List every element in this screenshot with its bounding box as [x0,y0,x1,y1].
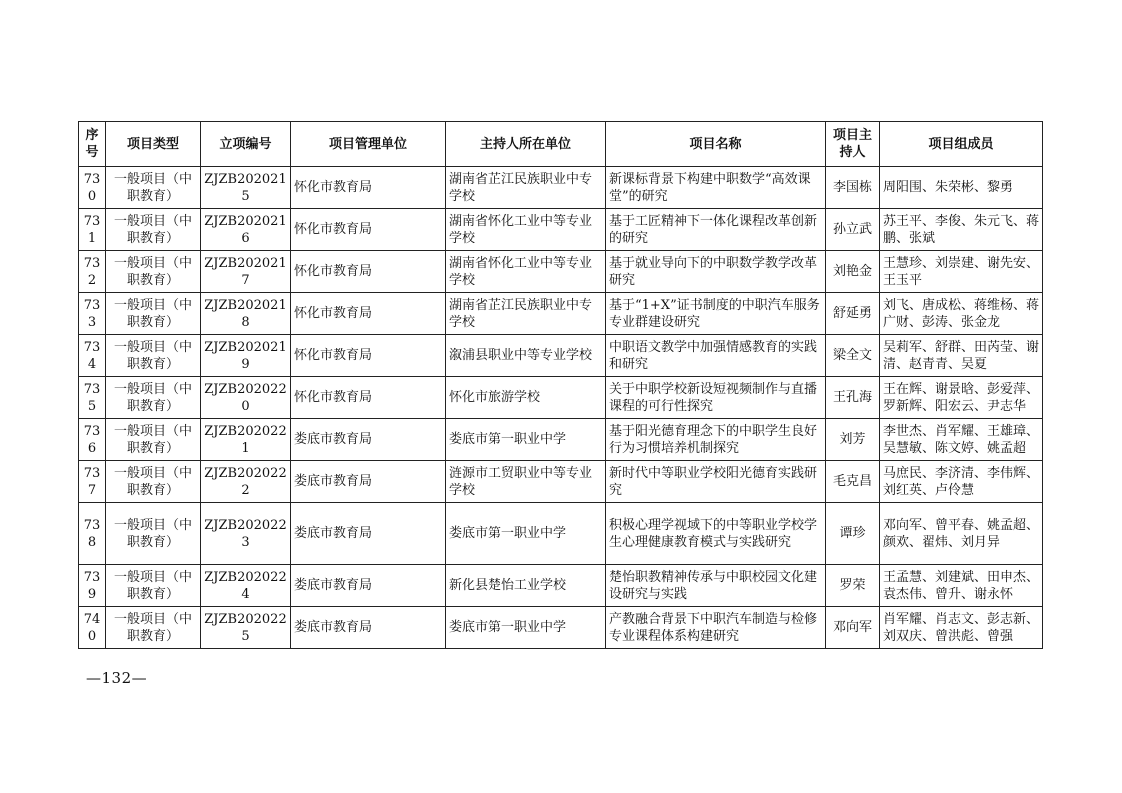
cell-host-unit: 溆浦县职业中等专业学校 [446,335,606,377]
cell-host: 刘芳 [826,419,880,461]
cell-type: 一般项目（中职教育） [106,461,201,503]
cell-members: 肖军耀、肖志文、彭志新、刘双庆、曾洪彪、曾强 [880,607,1043,649]
cell-name: 新课标背景下构建中职数学“高效课堂”的研究 [606,167,826,209]
cell-code: ZJZB2020216 [201,209,291,251]
cell-type: 一般项目（中职教育） [106,335,201,377]
cell-mgmt: 怀化市教育局 [291,209,446,251]
cell-mgmt: 娄底市教育局 [291,607,446,649]
cell-type: 一般项目（中职教育） [106,377,201,419]
cell-name: 关于中职学校新设短视频制作与直播课程的可行性探究 [606,377,826,419]
cell-host-unit: 湖南省芷江民族职业中专学校 [446,167,606,209]
cell-seq: 738 [79,503,106,565]
table-row [79,293,1043,335]
cell-code: ZJZB2020223 [201,503,291,565]
cell-host: 孙立武 [826,209,880,251]
cell-code: ZJZB2020221 [201,419,291,461]
table-row [79,607,1043,649]
cell-members: 周阳围、朱荣彬、黎勇 [880,167,1043,209]
table-row [79,503,1043,565]
cell-name: 基于“1+X”证书制度的中职汽车服务专业群建设研究 [606,293,826,335]
cell-name: 产教融合背景下中职汽车制造与检修专业课程体系构建研究 [606,607,826,649]
cell-name: 积极心理学视域下的中等职业学校学生心理健康教育模式与实践研究 [606,503,826,565]
cell-type: 一般项目（中职教育） [106,209,201,251]
cell-members: 王在辉、谢景晗、彭爱萍、罗新辉、阳宏云、尹志华 [880,377,1043,419]
cell-seq: 740 [79,607,106,649]
table-row [79,565,1043,607]
cell-type: 一般项目（中职教育） [106,251,201,293]
table-row [79,251,1043,293]
cell-host: 王孔海 [826,377,880,419]
cell-mgmt: 怀化市教育局 [291,167,446,209]
table-row [79,461,1043,503]
cell-host-unit: 娄底市第一职业中学 [446,607,606,649]
cell-mgmt: 娄底市教育局 [291,419,446,461]
table-row [79,167,1043,209]
cell-host-unit: 娄底市第一职业中学 [446,419,606,461]
cell-members: 李世杰、肖军耀、王雄璋、吴慧敏、陈文婷、姚孟超 [880,419,1043,461]
cell-members: 邓向军、曾平春、姚孟超、颜欢、翟炜、刘月异 [880,503,1043,565]
cell-seq: 737 [79,461,106,503]
cell-seq: 734 [79,335,106,377]
header-mgmt: 项目管理单位 [291,122,446,167]
cell-name: 新时代中等职业学校阳光德育实践研究 [606,461,826,503]
header-type: 项目类型 [106,122,201,167]
cell-type: 一般项目（中职教育） [106,419,201,461]
cell-mgmt: 娄底市教育局 [291,565,446,607]
cell-mgmt: 娄底市教育局 [291,503,446,565]
cell-host: 梁全文 [826,335,880,377]
cell-members: 马庶民、李济清、李伟辉、刘红英、卢伶慧 [880,461,1043,503]
cell-host: 舒延勇 [826,293,880,335]
table-row [79,377,1043,419]
cell-members: 苏王平、李俊、朱元飞、蒋鹏、张斌 [880,209,1043,251]
cell-code: ZJZB2020219 [201,335,291,377]
cell-code: ZJZB2020225 [201,607,291,649]
cell-name: 基于阳光德育理念下的中职学生良好行为习惯培养机制探究 [606,419,826,461]
cell-mgmt: 怀化市教育局 [291,377,446,419]
cell-host-unit: 娄底市第一职业中学 [446,503,606,565]
cell-mgmt: 怀化市教育局 [291,335,446,377]
cell-members: 吴莉军、舒群、田芮莹、谢清、赵青青、吴夏 [880,335,1043,377]
cell-type: 一般项目（中职教育） [106,607,201,649]
header-code: 立项编号 [201,122,291,167]
cell-mgmt: 怀化市教育局 [291,293,446,335]
cell-host-unit: 新化县楚怡工业学校 [446,565,606,607]
table-row [79,335,1043,377]
header-members: 项目组成员 [880,122,1043,167]
cell-members: 王孟慧、刘建斌、田申杰、袁杰伟、曾升、谢永怀 [880,565,1043,607]
cell-host: 毛克昌 [826,461,880,503]
cell-seq: 732 [79,251,106,293]
cell-seq: 731 [79,209,106,251]
cell-host: 刘艳金 [826,251,880,293]
table-row [79,419,1043,461]
table-row [79,209,1043,251]
table-header-row [79,122,1043,167]
header-seq: 序号 [79,122,106,167]
page-number: —132— [86,669,148,687]
cell-code: ZJZB2020222 [201,461,291,503]
cell-type: 一般项目（中职教育） [106,293,201,335]
cell-seq: 736 [79,419,106,461]
cell-type: 一般项目（中职教育） [106,565,201,607]
header-host-unit: 主持人所在单位 [446,122,606,167]
cell-name: 基于工匠精神下一体化课程改革创新的研究 [606,209,826,251]
cell-name: 楚怡职教精神传承与中职校园文化建设研究与实践 [606,565,826,607]
cell-host-unit: 湖南省芷江民族职业中专学校 [446,293,606,335]
cell-type: 一般项目（中职教育） [106,167,201,209]
cell-seq: 739 [79,565,106,607]
cell-code: ZJZB2020217 [201,251,291,293]
cell-name: 基于就业导向下的中职数学教学改革研究 [606,251,826,293]
cell-host: 罗荣 [826,565,880,607]
cell-host-unit: 湖南省怀化工业中等专业学校 [446,209,606,251]
header-name: 项目名称 [606,122,826,167]
header-host: 项目主持人 [826,122,880,167]
cell-code: ZJZB2020224 [201,565,291,607]
cell-host: 李国栋 [826,167,880,209]
cell-code: ZJZB2020218 [201,293,291,335]
cell-host: 谭珍 [826,503,880,565]
cell-mgmt: 娄底市教育局 [291,461,446,503]
cell-name: 中职语文教学中加强情感教育的实践和研究 [606,335,826,377]
cell-host: 邓向军 [826,607,880,649]
project-table [78,121,1043,649]
cell-type: 一般项目（中职教育） [106,503,201,565]
cell-code: ZJZB2020215 [201,167,291,209]
cell-seq: 733 [79,293,106,335]
cell-host-unit: 怀化市旅游学校 [446,377,606,419]
cell-members: 刘飞、唐成松、蒋维杨、蒋广财、彭涛、张金龙 [880,293,1043,335]
cell-code: ZJZB2020220 [201,377,291,419]
cell-host-unit: 涟源市工贸职业中等专业学校 [446,461,606,503]
cell-members: 王慧珍、刘崇建、谢先安、王玉平 [880,251,1043,293]
cell-host-unit: 湖南省怀化工业中等专业学校 [446,251,606,293]
cell-seq: 730 [79,167,106,209]
cell-seq: 735 [79,377,106,419]
cell-mgmt: 怀化市教育局 [291,251,446,293]
